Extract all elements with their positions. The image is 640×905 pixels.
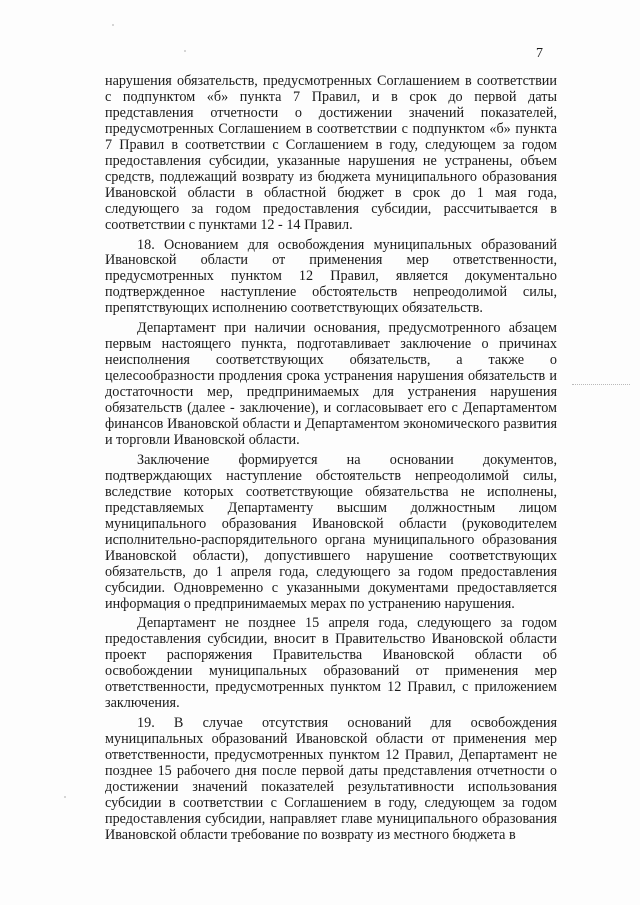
paragraph-department-deadline: Департамент не позднее 15 апреля года, следующего за годом предоставления субсидии, вносит в Правительство Ивановской области проект распоряжения Правительства Ивановской области об освобождении муниципальных образований от применения мер ответственности, предусмотренных пунктом 12 Правил, с приложением заключения. (105, 615, 557, 712)
paragraph-conclusion-documents: Заключение формируется на основании документов, подтверждающих наступление обстоятельств непреодолимой силы, вследствие которых соответствующие обязательства не исполнены, представляемых Департаменту высшим должностным лицом муниципального образования Ивановской области (руководителем исполнительно-распорядительного органа муниципального образования Ивановской области), допустившего нарушение соответствующих обязательств, до 1 апреля года, следующего за годом предоставления субсидии. Одновременно с указанными документами предоставляется информация о предпринимаемых мерах по устранению нарушения. (105, 451, 557, 612)
scan-speck (112, 24, 114, 26)
paragraph-department-conclusion: Департамент при наличии основания, предусмотренного абзацем первым настоящего пункта, подготавливает заключение о причинах неисполнения соответствующих обязательств, а также о целесообразности продления срока устранения нарушения обязательств и достаточности мер, предпринимаемых для устранения нарушения обязательств (далее - заключение), и согласовывает его с Департаментом финансов Ивановской области и Департаментом экономического развития и торговли Ивановской области. (105, 320, 557, 448)
paragraph-continuation: нарушения обязательств, предусмотренных Соглашением в соответствии с подпунктом «б» пункта 7 Правил, и в срок до первой даты представления отчетности о достижении значений показателей, предусмотренных Соглашением в соответствии с подпунктом «б» пункта 7 Правил в соответствии с Соглашением в году, следующем за годом предоставления субсидии, указанные нарушения не устранены, объем средств, подлежащий возврату из бюджета муниципального образования Ивановской области в областной бюджет в срок до 1 мая года, следующего за годом предоставления субсидии, рассчитывается в соответствии с пунктами 12 - 14 Правил. (105, 73, 557, 233)
scan-speck (64, 796, 66, 798)
paragraph-item-19: 19. В случае отсутствия оснований для освобождения муниципальных образований Ивановской области от применения мер ответственности, предусмотренных пунктом 12 Правил, Департамент не позднее 15 рабочего дня после первой даты представления отчетности о достижении значений показателей результативности использования субсидии в соответствии с Соглашением в году, следующем за годом предоставления субсидии, направляет главе муниципального образования Ивановской области требование по возврату из местного бюджета в (105, 715, 557, 843)
scan-speck (184, 50, 186, 52)
document-body (105, 74, 557, 848)
scan-artifact-dots (572, 384, 630, 385)
page-number: 7 (536, 46, 543, 61)
paragraph-item-18: 18. Основанием для освобождения муниципальных образований Ивановской области от применения мер ответственности, предусмотренных пунктом 12 Правил, является документально подтвержденное наступление обстоятельств непреодолимой силы, препятствующих исполнению соответствующих обязательств. (105, 236, 557, 317)
